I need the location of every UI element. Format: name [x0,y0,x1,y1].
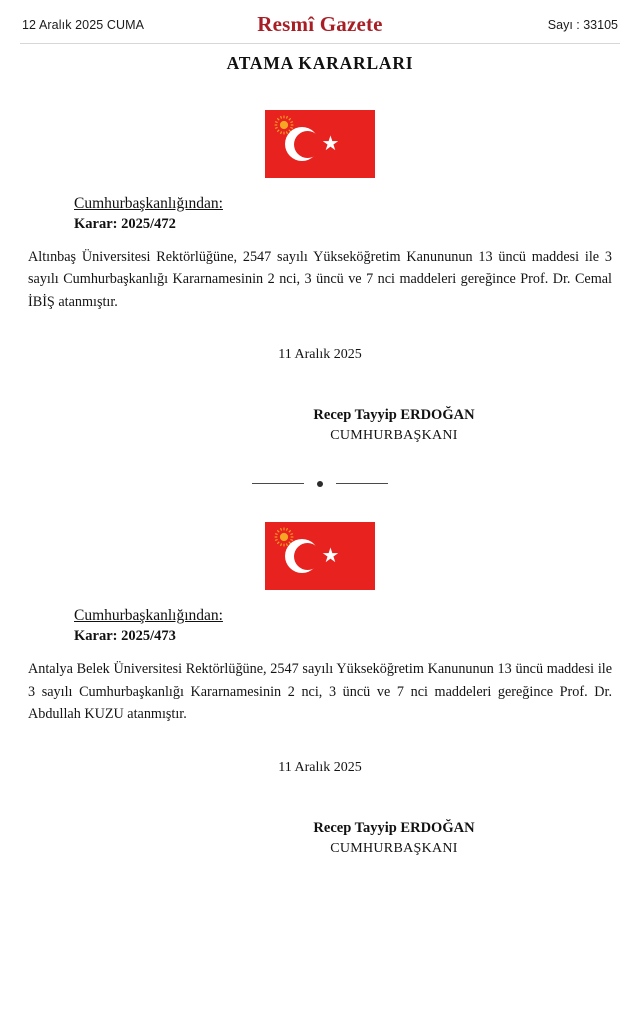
gazette-title: Resmî Gazete [257,12,383,36]
decree-block-1 [0,178,640,444]
separator-dash-right [336,483,388,484]
decision-number-2: Karar: 2025/473 [74,628,176,645]
issuer-line-2: Cumhurbaşkanlığından: [74,607,223,625]
masthead [0,0,640,44]
separator-dot [317,481,323,487]
crescent-inner-cutout [294,543,321,570]
decision-number-1: Karar: 2025/472 [74,216,176,232]
signatory-role-2: CUMHURBAŞKANI [330,840,458,856]
publication-date: 12 Aralık 2025 CUMA [22,18,145,32]
decree-body-2: Antalya Belek Üniversitesi Rektörlüğüne, 2547 sayılı Yükseköğretim Kanununun 13 üncü maddesi ile 3 sayılı Cumhurbaşkanlığı Kararnamesinin 2 nci, 3 üncü ve 7 nci maddeleri gereğince Prof. Dr. Abdullah KUZU atanmıştır. [28,661,612,723]
flag-container-2 [0,522,640,590]
flag-container-1 [0,110,640,178]
signature-block-1 [28,407,612,444]
decree-body-1: Altınbaş Üniversitesi Rektörlüğüne, 2547 sayılı Yükseköğretim Kanununun 13 üncü maddesi ile 3 sayılı Cumhurbaşkanlığı Kararnamesinin 2 nci, 3 üncü ve 7 nci maddeleri gereğince Prof. Dr. Cemal İBİŞ atanmıştır. [28,249,612,310]
decree-block-2 [0,590,640,856]
issuer-line-1: Cumhurbaşkanlığından: [74,195,223,212]
star-icon: ★ [321,543,340,568]
signatory-name-1: Recep Tayyip ERDOĞAN [313,407,475,424]
decree-date-2: 11 Aralık 2025 [278,759,362,775]
separator-dash-left [252,483,304,484]
signatory-name-2: Recep Tayyip ERDOĞAN [313,819,475,836]
masthead-divider [20,43,620,44]
decree-separator [0,474,640,488]
signature-block-2 [28,820,612,857]
star-icon: ★ [321,131,340,155]
section-heading: ATAMA KARARLARI [226,53,414,73]
issue-number: Sayı : 33105 [547,18,618,32]
decree-date-1: 11 Aralık 2025 [278,347,362,363]
crescent-inner-cutout [294,131,321,158]
signatory-role-1: CUMHURBAŞKANI [330,428,458,444]
turkish-flag-icon [265,110,375,178]
turkish-flag-icon [265,522,375,590]
